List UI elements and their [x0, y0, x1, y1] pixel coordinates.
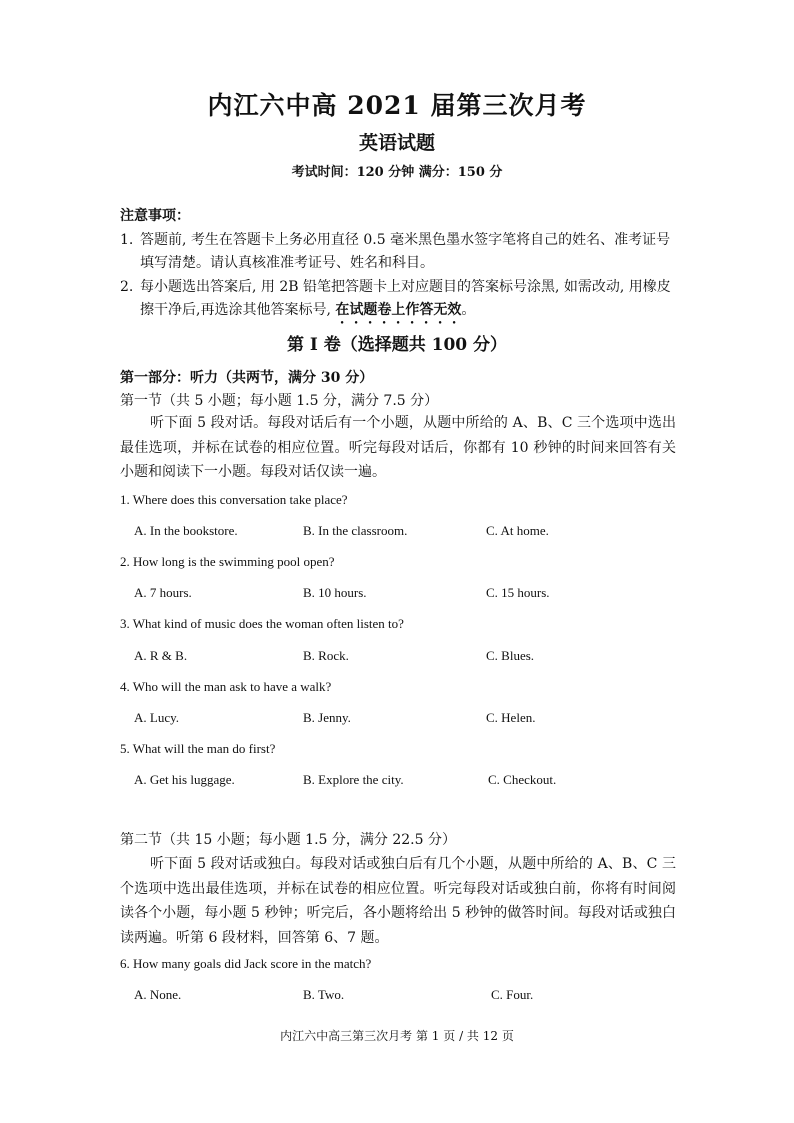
exam-info: 考试时间：120 分钟 满分：150 分 — [291, 165, 503, 180]
notice-heading: 注意事项： — [120, 208, 190, 224]
option-c: C. Blues. — [486, 648, 535, 663]
notice-item-text-wrapper — [120, 276, 680, 327]
question-text: 6. How many goals did Jack score in the match? — [120, 956, 372, 971]
option-b: B. In the classroom. — [303, 523, 408, 538]
notice-item — [120, 229, 680, 275]
question-text: 4. Who will the man ask to have a walk? — [120, 679, 332, 694]
notice-item-text: 答题前, 考生在答题卡上务必用直径 0.5 毫米黑色墨水签字笔将自己的姓名、准考证号填写清楚。请认真核准准考证号、姓名和科目。 — [140, 232, 671, 271]
notice-emphasis: 在试题卷上作答无效 — [335, 302, 462, 318]
option-b: B. Two. — [303, 987, 345, 1002]
section-instructions: 听下面 5 段对话。每段对话后有一个小题，从题中所给的 A、B、C 三个选项中选出最佳选项，并标在试卷的相应位置。听完每段对话后，你都有 10 秒钟的时间来回答有关小题和阅读下一小题。每段对话仅读一遍。 — [120, 415, 676, 480]
option-a: A. 7 hours. — [134, 585, 192, 600]
section-heading: 第二节（共 15 小题；每小题 1.5 分，满分 22.5 分） — [120, 832, 456, 848]
question-text: 2. How long is the swimming pool open? — [120, 554, 335, 569]
option-c: C. Four. — [491, 987, 534, 1002]
page-footer: 内江六中高三第三次月考 第 1 页 / 共 12 页 — [280, 1029, 514, 1043]
question-text: 3. What kind of music does the woman often listen to? — [120, 616, 404, 631]
option-b: B. Rock. — [303, 648, 349, 663]
volume-title: 第 I 卷（选择题共 100 分） — [286, 335, 508, 355]
question-text: 1. Where does this conversation take place? — [120, 492, 348, 507]
option-c: C. Checkout. — [488, 772, 557, 787]
option-a: A. Lucy. — [134, 710, 180, 725]
option-b: B. Explore the city. — [303, 772, 404, 787]
notice-item-end: 。 — [461, 302, 476, 318]
exam-subject: 英语试题 — [358, 132, 435, 154]
section-instructions: 听下面 5 段对话或独白。每段对话或独白后有几个小题，从题中所给的 A、B、C 三个选项中选出最佳选项，并标在试卷的相应位置。听完每段对话或独白前，你将有时间阅读各个小题，每小题 5 秒钟；听完后，各小题将给出 5 秒钟的做答时间。每段对话或独白读两遍。听第 6 段材料，回答第 6、7 题。 — [120, 856, 676, 946]
option-a: A. None. — [134, 987, 182, 1002]
exam-title: 内江六中高 2021 届第三次月考 — [207, 91, 587, 120]
option-b: B. 10 hours. — [303, 585, 367, 600]
notice-item — [120, 276, 680, 327]
notice-item-text: 每小题选出答案后, 用 2B 铅笔把答题卡上对应题目的答案标号涂黑, 如需改动, 用橡皮擦干净后,再选涂其他答案标号, — [140, 279, 671, 318]
option-c: C. Helen. — [486, 710, 536, 725]
option-c: C. At home. — [486, 523, 549, 538]
option-a: A. Get his luggage. — [134, 772, 235, 787]
option-a: A. R & B. — [134, 648, 188, 663]
part-title: 第一部分：听力（共两节，满分 30 分） — [120, 370, 374, 386]
option-b: B. Jenny. — [303, 710, 351, 725]
section-heading: 第一节（共 5 小题；每小题 1.5 分，满分 7.5 分） — [120, 393, 439, 409]
option-a: A. In the bookstore. — [134, 523, 238, 538]
question-text: 5. What will the man do first? — [120, 741, 276, 756]
notice-item-number: 2. — [120, 279, 134, 295]
option-c: C. 15 hours. — [486, 585, 550, 600]
notice-item-number: 1. — [120, 232, 134, 248]
